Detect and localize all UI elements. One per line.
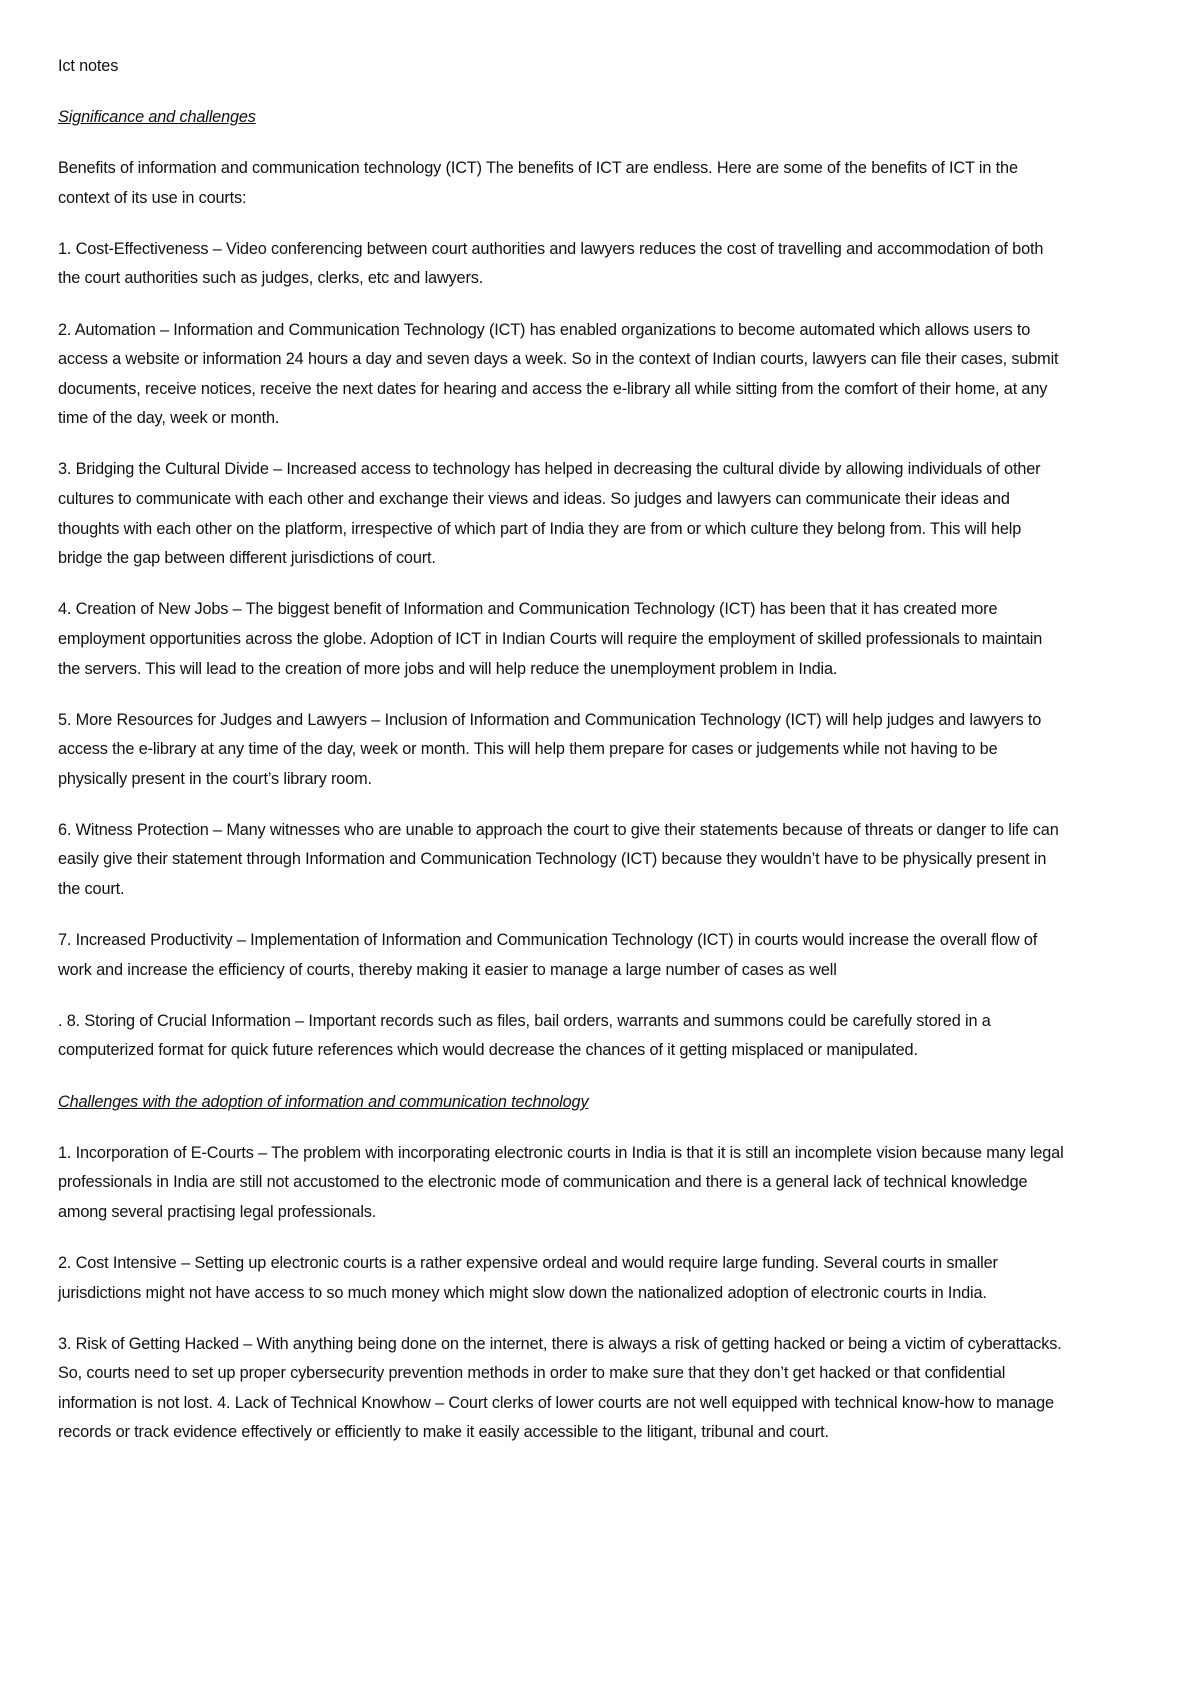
benefit-item: 4. Creation of New Jobs – The biggest benefit of Information and Communication Technology (ICT) has been that it has created more employment opportunities across the globe. Adoption of ICT in Indian Courts will require the employment of skilled professionals to maintain the servers. This will lead to the creation of more jobs and will help reduce the unemployment problem in India. (58, 600, 1043, 678)
challenge-item: 1. Incorporation of E-Courts – The problem with incorporating electronic courts in India is that it is still an incomplete vision because many legal professionals in India are still not accustomed to the electronic mode of communication and there is a general lack of technical knowledge among several practising legal professionals. (58, 1143, 1064, 1221)
section-heading-challenges: Challenges with the adoption of information and communication technology (58, 1092, 589, 1111)
benefit-item: 3. Bridging the Cultural Divide – Increased access to technology has helped in decreasing the cultural divide by allowing individuals of other cultures to communicate with each other and exchange their views and ideas. So judges and lawyers can communicate their ideas and thoughts with each other on the platform, irrespective of which part of India they are from or which culture they belong from. This will help bridge the gap between different jurisdictions of court. (58, 460, 1041, 568)
benefit-item: 5. More Resources for Judges and Lawyers – Inclusion of Information and Communication Technology (ICT) will help judges and lawyers to access the e-library at any time of the day, week or month. This will help them prepare for cases or judgements while not having to be physically present in the court’s library room. (58, 710, 1042, 788)
document-title: Ict notes (58, 57, 119, 75)
challenge-item: 3. Risk of Getting Hacked – With anything being done on the internet, there is always a risk of getting hacked or being a victim of cyberattacks. So, courts need to set up proper cybersecurity prevention methods in order to make sure that they don’t get hacked or that confidential information is not lost. 4. Lack of Technical Knowhow – Court clerks of lower courts are not well equipped with technical know-how to manage records or track evidence effectively or efficiently to make it easily accessible to the litigant, tribunal and court. (58, 1334, 1062, 1442)
section-heading-significance: Significance and challenges (58, 108, 256, 127)
benefits-intro-paragraph: Benefits of information and communication technology (ICT) The benefits of ICT are endless. Here are some of the benefits of ICT in the context of its use in courts: (58, 159, 1018, 207)
benefit-item: . 8. Storing of Crucial Information – Important records such as files, bail orders, warrants and summons could be carefully stored in a computerized format for quick future references which would decrease the chances of it getting misplaced or manipulated. (58, 1011, 991, 1060)
benefit-item: 1. Cost-Effectiveness – Video conferencing between court authorities and lawyers reduces the cost of travelling and accommodation of both the court authorities such as judges, clerks, etc and lawyers. (58, 239, 1044, 288)
benefit-item: 7. Increased Productivity – Implementation of Information and Communication Technology (ICT) in courts would increase the overall flow of work and increase the efficiency of courts, thereby making it easier to manage a large number of cases as well (58, 931, 1038, 979)
document-page (58, 52, 1068, 1469)
benefit-item: 2. Automation – Information and Communication Technology (ICT) has enabled organizations to become automated which allows users to access a website or information 24 hours a day and seven days a week. So in the context of Indian courts, lawyers can file their cases, submit documents, receive notices, receive the next dates for hearing and access the e-library all while sitting from the comfort of their home, at any time of the day, week or month. (58, 320, 1059, 428)
challenge-item: 2. Cost Intensive – Setting up electronic courts is a rather expensive ordeal and would require large funding. Several courts in smaller jurisdictions might not have access to so much money which might slow down the nationalized adoption of electronic courts in India. (58, 1253, 998, 1302)
benefit-item: 6. Witness Protection – Many witnesses who are unable to approach the court to give their statements because of threats or danger to life can easily give their statement through Information and Communication Technology (ICT) because they wouldn’t have to be physically present in the court. (58, 820, 1059, 899)
